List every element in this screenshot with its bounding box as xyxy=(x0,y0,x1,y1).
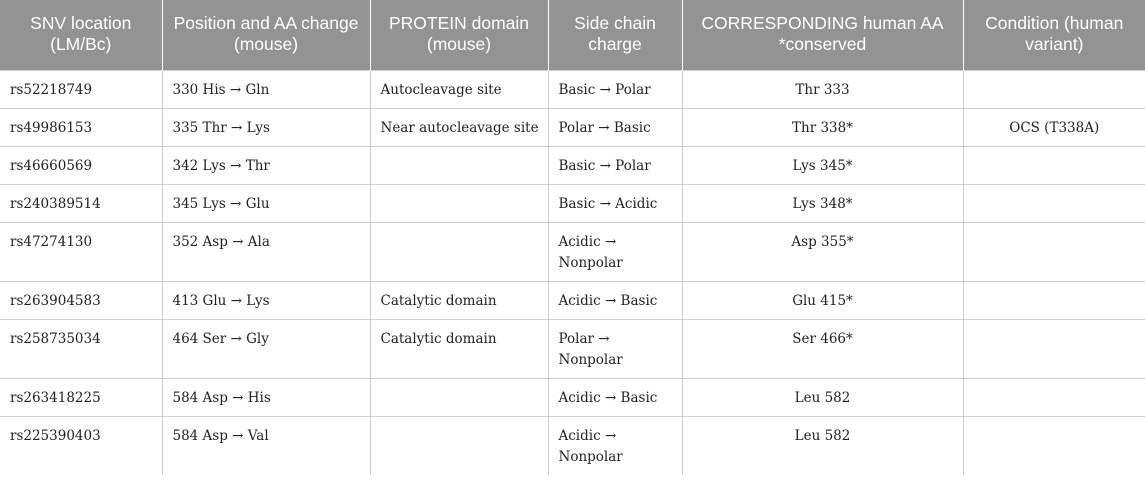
table-row xyxy=(0,184,1145,222)
header-row xyxy=(0,0,1145,70)
cell-charge: Basic → Polar xyxy=(548,146,682,184)
cell-position: 352 Asp → Ala xyxy=(162,222,370,281)
cell-charge: Acidic → Basic xyxy=(548,281,682,319)
table-body xyxy=(0,70,1145,475)
cell-position: 584 Asp → His xyxy=(162,378,370,416)
cell-domain xyxy=(370,146,548,184)
cell-snv: rs47274130 xyxy=(0,222,162,281)
cell-domain: Catalytic domain xyxy=(370,281,548,319)
cell-condition xyxy=(963,319,1145,378)
cell-human-aa: Thr 338* xyxy=(682,108,963,146)
cell-condition xyxy=(963,222,1145,281)
cell-snv: rs258735034 xyxy=(0,319,162,378)
table-header xyxy=(0,0,1145,70)
cell-snv: rs263418225 xyxy=(0,378,162,416)
cell-condition xyxy=(963,416,1145,475)
header-position-aa-change: Position and AA change (mouse) xyxy=(162,0,370,70)
cell-position: 342 Lys → Thr xyxy=(162,146,370,184)
cell-charge: Basic → Acidic xyxy=(548,184,682,222)
table-row xyxy=(0,281,1145,319)
cell-snv: rs46660569 xyxy=(0,146,162,184)
cell-domain: Near autocleavage site xyxy=(370,108,548,146)
cell-condition xyxy=(963,281,1145,319)
cell-human-aa: Asp 355* xyxy=(682,222,963,281)
cell-condition xyxy=(963,146,1145,184)
table-row xyxy=(0,222,1145,281)
cell-charge: Polar → Nonpolar xyxy=(548,319,682,378)
header-snv-location: SNV location (LM/Bc) xyxy=(0,0,162,70)
table-row xyxy=(0,70,1145,108)
cell-human-aa: Lys 345* xyxy=(682,146,963,184)
header-human-aa: CORRESPONDING human AA *conserved xyxy=(682,0,963,70)
cell-position: 345 Lys → Glu xyxy=(162,184,370,222)
cell-charge: Acidic → Nonpolar xyxy=(548,222,682,281)
cell-condition: OCS (T338A) xyxy=(963,108,1145,146)
header-protein-domain: PROTEIN domain (mouse) xyxy=(370,0,548,70)
cell-charge: Acidic → Nonpolar xyxy=(548,416,682,475)
cell-human-aa: Leu 582 xyxy=(682,378,963,416)
cell-snv: rs49986153 xyxy=(0,108,162,146)
cell-condition xyxy=(963,378,1145,416)
table-row xyxy=(0,146,1145,184)
cell-position: 584 Asp → Val xyxy=(162,416,370,475)
cell-charge: Basic → Polar xyxy=(548,70,682,108)
table-row xyxy=(0,416,1145,475)
cell-domain xyxy=(370,222,548,281)
cell-position: 413 Glu → Lys xyxy=(162,281,370,319)
cell-condition xyxy=(963,70,1145,108)
cell-snv: rs263904583 xyxy=(0,281,162,319)
cell-domain xyxy=(370,378,548,416)
cell-domain: Catalytic domain xyxy=(370,319,548,378)
cell-condition xyxy=(963,184,1145,222)
cell-charge: Acidic → Basic xyxy=(548,378,682,416)
cell-human-aa: Ser 466* xyxy=(682,319,963,378)
header-side-chain-charge: Side chain charge xyxy=(548,0,682,70)
cell-domain: Autocleavage site xyxy=(370,70,548,108)
table-row xyxy=(0,319,1145,378)
cell-human-aa: Thr 333 xyxy=(682,70,963,108)
cell-human-aa: Leu 582 xyxy=(682,416,963,475)
cell-human-aa: Glu 415* xyxy=(682,281,963,319)
cell-position: 330 His → Gln xyxy=(162,70,370,108)
table-row xyxy=(0,378,1145,416)
cell-charge: Polar → Basic xyxy=(548,108,682,146)
header-condition: Condition (human variant) xyxy=(963,0,1145,70)
cell-position: 335 Thr → Lys xyxy=(162,108,370,146)
cell-snv: rs240389514 xyxy=(0,184,162,222)
cell-domain xyxy=(370,184,548,222)
cell-position: 464 Ser → Gly xyxy=(162,319,370,378)
cell-domain xyxy=(370,416,548,475)
cell-snv: rs225390403 xyxy=(0,416,162,475)
cell-human-aa: Lys 348* xyxy=(682,184,963,222)
cell-snv: rs52218749 xyxy=(0,70,162,108)
table-row xyxy=(0,108,1145,146)
